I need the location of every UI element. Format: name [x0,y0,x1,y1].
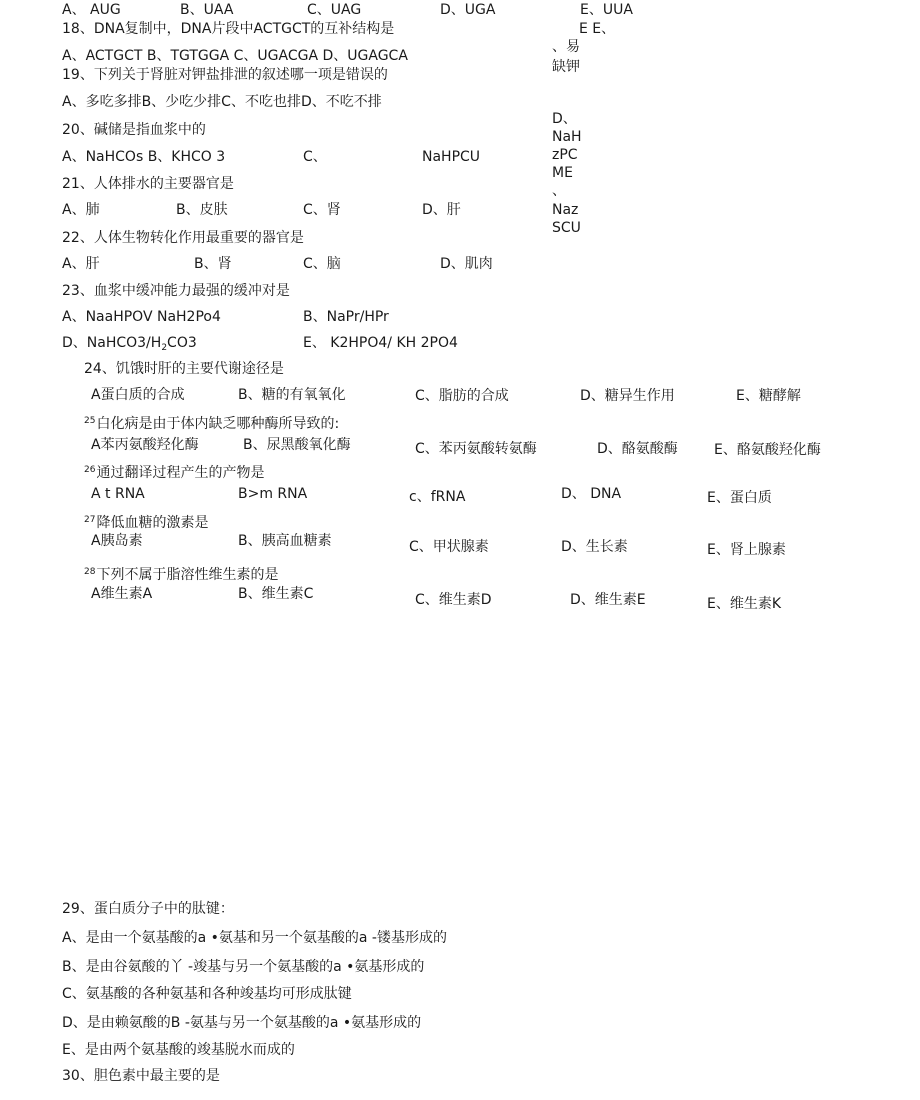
q25-option-b: B、尿黑酸氧化酶 [243,437,351,453]
q28-option-a: A维生素A [91,586,153,602]
q25-option-d: D、酪氨酸酶 [597,441,678,457]
q28-option-c: C、维生素D [415,592,492,608]
q21-option-b: B、皮肤 [176,202,228,218]
q24-option-c: C、脂肪的合成 [415,388,509,404]
q22-stem: 22、人体生物转化作用最重要的器官是 [62,230,304,246]
side-line-1: E E、 [579,21,616,37]
side-line-9: Naz [552,202,579,218]
q22-option-c: C、脑 [303,256,341,272]
q27-option-c: C、甲状腺素 [409,539,489,555]
q20-option-a: A、NaHCOs B、KHCO 3 [62,149,226,165]
q23-option-e: E、 K2HPO4/ KH 2PO4 [303,335,458,351]
q18-stem: 18、DNA复制中，DNA片段中ACTGCT的互补结构是 [62,21,395,37]
q21-option-d: D、肝 [422,202,461,218]
q25-option-a: A苯丙氨酸羟化酶 [91,437,199,453]
q26-stem: $^{26}$通过翻译过程产生的产物是 [84,465,265,481]
q28-option-d: D、维生素E [570,592,646,608]
q21-stem: 21、人体排水的主要器官是 [62,176,234,192]
q24-stem: 24、饥饿时肝的主要代谢途径是 [84,361,284,377]
side-line-7: ME [552,165,573,181]
q25-stem: $^{25}$白化病是由于体内缺乏哪种酶所导致的: [84,416,340,432]
side-line-8: 、 [552,183,566,199]
q29-stem: 29、蛋白质分子中的肽键： [62,901,234,917]
q27-stem: $^{27}$降低血糖的激素是 [84,515,209,531]
q19-options: A、多吃多排B、少吃少排C、不吃也排D、不吃不排 [62,94,382,110]
q29-option-d: D、是由赖氨酸的B -氨基与另一个氨基酸的a •氨基形成的 [62,1015,422,1031]
q17-option-d: D、UGA [440,2,496,18]
q22-option-b: B、肾 [194,256,232,272]
q29-option-c: C、氨基酸的各种氨基和各种竣基均可形成肽键 [62,986,352,1002]
q27-option-e: E、肾上腺素 [707,542,786,558]
q22-option-a: A、肝 [62,256,100,272]
q24-option-a: A蛋白质的合成 [91,387,185,403]
q24-option-d: D、糖异生作用 [580,388,675,404]
q25-option-e: E、酪氨酸羟化酶 [714,442,821,458]
side-line-4: D、 [552,111,577,127]
q29-option-e: E、是由两个氨基酸的竣基脱水而成的 [62,1042,295,1058]
q26-option-c: c、fRNA [409,489,466,505]
q19-stem: 19、下列关于肾脏对钾盐排泄的叙述哪一项是错误的 [62,67,388,83]
q26-option-a: A t RNA [91,486,145,502]
q28-option-e: E、维生素K [707,596,782,612]
q22-option-d: D、肌肉 [440,256,493,272]
q29-option-a: A、是由一个氨基酸的a •氨基和另一个氨基酸的a -镂基形成的 [62,930,447,946]
side-line-5: NaH [552,129,582,145]
side-line-6: zPC [552,147,578,163]
q17-option-a: A、 AUG [62,2,121,18]
q23-option-a: A、NaaHPOV NaH2Po4 [62,309,221,325]
side-line-2: 、易 [552,39,580,55]
q20-option-c: C、 [303,149,327,165]
q26-option-e: E、蛋白质 [707,490,772,506]
q17-option-c: C、UAG [307,2,362,18]
q20-stem: 20、碱储是指血浆中的 [62,122,206,138]
side-line-10: SCU [552,220,581,236]
q20-option-d: NaHPCU [422,149,481,165]
side-line-3: 缺钾 [552,59,580,75]
q24-option-b: B、糖的有氧氧化 [238,387,346,403]
q29-option-b: B、是由谷氨酸的丫 -竣基与另一个氨基酸的a •氨基形成的 [62,959,425,975]
q26-option-d: D、 DNA [561,486,622,502]
q23-option-d: D、$NaHCO3/H_2CO3$ [62,335,197,353]
q26-option-b: B>m RNA [238,486,308,502]
q28-option-b: B、维生素C [238,586,314,602]
q27-option-a: A胰岛素 [91,533,143,549]
q30-stem: 30、胆色素中最主要的是 [62,1068,220,1084]
q27-option-d: D、生长素 [561,539,628,555]
q17-option-b: B、UAA [180,2,234,18]
q23-option-b: B、NaPr/HPr [303,309,389,325]
q21-option-a: A、肺 [62,202,100,218]
q25-option-c: C、苯丙氨酸转氨酶 [415,441,537,457]
q24-option-e: E、糖酵解 [736,388,801,404]
q21-option-c: C、肾 [303,202,341,218]
q23-stem: 23、血浆中缓冲能力最强的缓冲对是 [62,283,290,299]
q27-option-b: B、胰高血糖素 [238,533,332,549]
q17-option-e: E、UUA [580,2,633,18]
q28-stem: $^{28}$下列不属于脂溶性维生素的是 [84,567,279,583]
q18-options: A、ACTGCT B、TGTGGA C、UGACGA D、UGAGCA [62,48,408,64]
